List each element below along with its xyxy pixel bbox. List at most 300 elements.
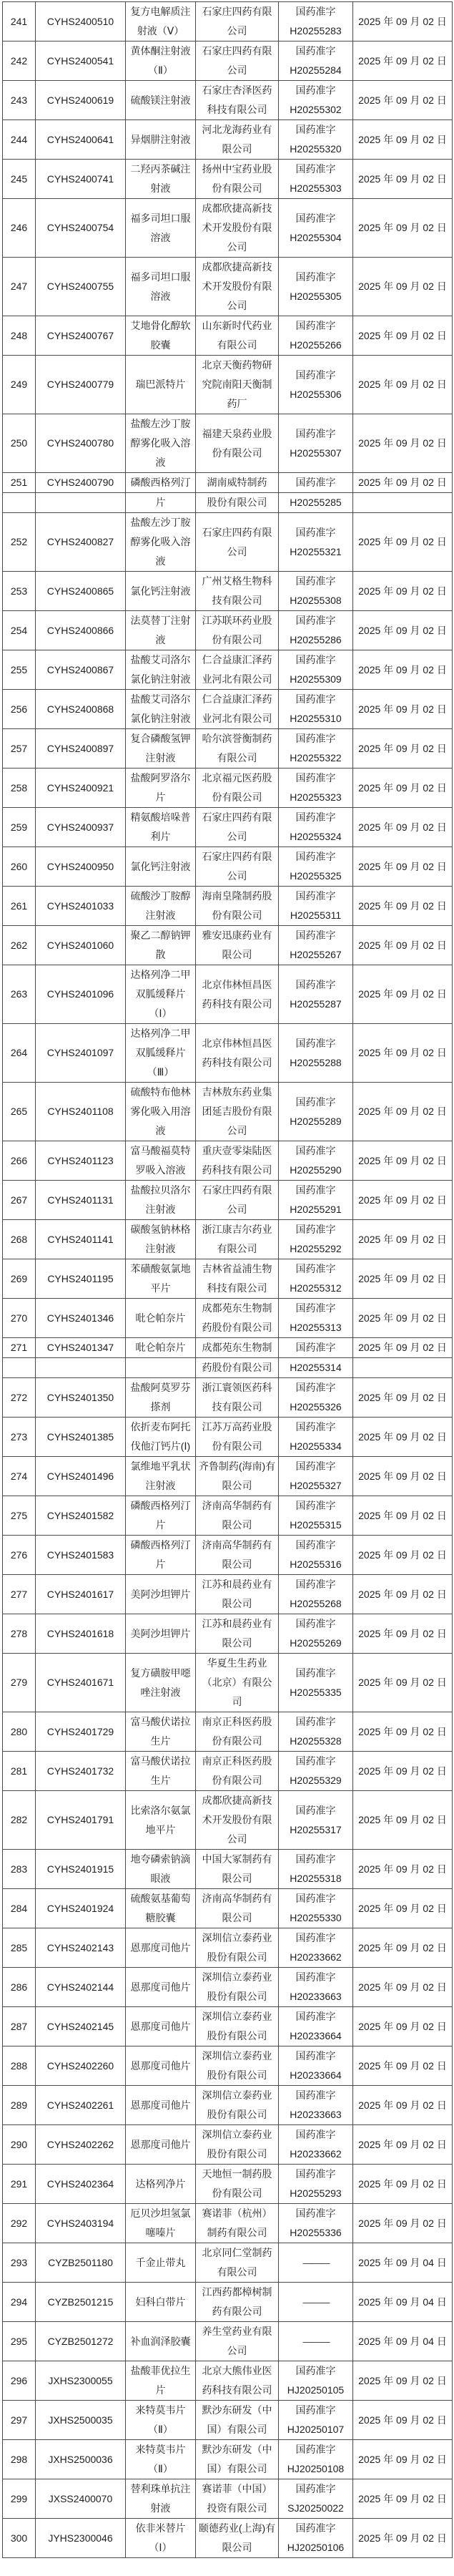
cell-approval-date: 2025 年 09 月 02 日 — [353, 1889, 453, 1928]
cell-acceptance-number: JXHS2500036 — [36, 2440, 126, 2479]
cell-approval-number — [279, 493, 353, 513]
approval-number-line: 国药准字 — [295, 1145, 336, 1156]
cell-approval-number — [279, 2322, 353, 2361]
cell-drug-name: 硫酸特布他林雾化吸入用溶液 — [126, 1083, 196, 1141]
cell-approval-number — [279, 2125, 353, 2165]
cell-approval-date: 2025 年 09 月 04 日 — [353, 2322, 453, 2361]
approval-number-line: H20233663 — [290, 2109, 342, 2120]
cell-company-name: 成都苑东生物制 — [196, 1338, 279, 1358]
table-row — [3, 965, 453, 1024]
approval-number-line: H20255284 — [290, 64, 342, 76]
cell-acceptance-number: CYHS2400921 — [36, 769, 126, 808]
cell-company-name: 深圳信立泰药业股份有限公司 — [196, 1968, 279, 2007]
cell-approval-date: 2025 年 09 月 02 日 — [353, 1614, 453, 1654]
cell-company-name: 重庆壹零柒陆医药科技有限公司 — [196, 1141, 279, 1181]
cell-approval-date: 2025 年 09 月 02 日 — [353, 414, 453, 473]
cell-company-name: 仁合益康汇泽药业河北有限公司 — [196, 650, 279, 690]
table-row — [3, 2165, 453, 2204]
cell-row-number: 244 — [3, 120, 36, 160]
cell-approval-number — [279, 808, 353, 847]
cell-approval-number — [279, 199, 353, 258]
cell-drug-name: 盐酸菲优拉生片 — [126, 2361, 196, 2401]
cell-approval-date: 2025 年 09 月 02 日 — [353, 199, 453, 258]
cell-approval-number — [279, 847, 353, 887]
cell-row-number: 299 — [3, 2479, 36, 2519]
cell-company-name: 齐鲁制药(海南)有限公司 — [196, 1457, 279, 1496]
cell-acceptance-number: CYHS2400868 — [36, 690, 126, 729]
cell-company-name: 石家庄四药有限公司 — [196, 513, 279, 572]
cell-drug-name: 磷酸西格列汀片 — [126, 1496, 196, 1536]
cell-approval-number — [279, 611, 353, 650]
cell-row-number: 270 — [3, 1299, 36, 1338]
cell-company-name: 默沙东研发（中国）有限公司 — [196, 2440, 279, 2479]
cell-approval-number — [279, 1457, 353, 1496]
cell-approval-number — [279, 2519, 353, 2558]
cell-acceptance-number: CYHS2400867 — [36, 650, 126, 690]
table-row — [3, 42, 453, 81]
cell-approval-date — [353, 1358, 453, 1378]
cell-company-name: 哈尔滨誉衡制药有限公司 — [196, 729, 279, 769]
cell-company-name: 成都欣捷高新技术开发股份有限公司 — [196, 1791, 279, 1850]
cell-acceptance-number: CYHS2400779 — [36, 356, 126, 414]
approval-number-line: 国药准字 — [295, 1421, 336, 1433]
cell-drug-name: 盐酸艾司洛尔氯化钠注射液 — [126, 690, 196, 729]
cell-company-name: 江苏联环药业股份有限公司 — [196, 611, 279, 650]
cell-approval-date: 2025 年 09 月 02 日 — [353, 769, 453, 808]
cell-drug-name: 妇科白带片 — [126, 2283, 196, 2322]
cell-approval-date: 2025 年 09 月 02 日 — [353, 887, 453, 926]
table-row — [3, 160, 453, 199]
cell-row-number: 261 — [3, 887, 36, 926]
cell-company-name: 北京伟林恒昌医药科技有限公司 — [196, 965, 279, 1024]
cell-row-number: 272 — [3, 1378, 36, 1418]
cell-approval-date: 2025 年 09 月 02 日 — [353, 572, 453, 611]
cell-company-name: 深圳信立泰药业股份有限公司 — [196, 2046, 279, 2086]
approval-number-line: 国药准字 — [295, 427, 336, 439]
cell-drug-name: 恩那度司他片 — [126, 2086, 196, 2125]
approval-number-line: SJ20250022 — [287, 2502, 344, 2514]
no-approval-dash: ——— — [302, 2335, 329, 2347]
cell-acceptance-number — [36, 493, 126, 513]
approval-number-line: 国药准字 — [295, 2404, 336, 2416]
approval-number-line: HJ20250107 — [287, 2424, 345, 2435]
approval-number-line: H20255317 — [290, 1823, 342, 1835]
cell-approval-date: 2025 年 09 月 02 日 — [353, 42, 453, 81]
cell-company-name: 济南高华制药有限公司 — [196, 1889, 279, 1928]
cell-approval-number — [279, 1299, 353, 1338]
approval-number-line: H20233664 — [290, 2030, 342, 2041]
cell-drug-name: 氯化钙注射液 — [126, 847, 196, 887]
cell-acceptance-number: CYHS2401496 — [36, 1457, 126, 1496]
cell-drug-name: 恩那度司他片 — [126, 2046, 196, 2086]
approval-number-line: H20255329 — [290, 1775, 342, 1786]
table-row — [3, 1791, 453, 1850]
cell-company-name: 赛诺菲（中国）投资有限公司 — [196, 2479, 279, 2519]
cell-drug-name: 复方磺胺甲噁唑注射液 — [126, 1654, 196, 1712]
approval-number-line: 国药准字 — [295, 2522, 336, 2534]
cell-row-number: 257 — [3, 729, 36, 769]
cell-company-name: 江西药都樟树制药有限公司 — [196, 2283, 279, 2322]
cell-row-number: 280 — [3, 1712, 36, 1752]
cell-approval-date: 2025 年 09 月 02 日 — [353, 690, 453, 729]
cell-row-number: 267 — [3, 1181, 36, 1220]
cell-approval-date: 2025 年 09 月 02 日 — [353, 1928, 453, 1968]
approval-number-line: 国药准字 — [295, 212, 336, 224]
cell-approval-number — [279, 1338, 353, 1358]
cell-drug-name: 氯维地平乳状注射液 — [126, 1457, 196, 1496]
cell-approval-number — [279, 1358, 353, 1378]
approval-number-line: H20255307 — [290, 447, 342, 459]
cell-row-number: 284 — [3, 1889, 36, 1928]
approval-number-line: 国药准字 — [295, 1096, 336, 1108]
cell-approval-date: 2025 年 09 月 02 日 — [353, 2479, 453, 2519]
cell-drug-name: 二羟丙茶碱注射液 — [126, 160, 196, 199]
cell-company-name: 石家庄四药有限公司 — [196, 847, 279, 887]
approval-number-line: 国药准字 — [295, 1618, 336, 1629]
cell-drug-name: 地夸磷索钠滴眼液 — [126, 1850, 196, 1889]
cell-approval-date: 2025 年 09 月 02 日 — [353, 1418, 453, 1457]
table-row — [3, 1614, 453, 1654]
cell-row-number: 288 — [3, 2046, 36, 2086]
cell-company-name: 北京同仁堂制药有限公司 — [196, 2243, 279, 2283]
cell-row-number: 264 — [3, 1024, 36, 1083]
cell-row-number: 260 — [3, 847, 36, 887]
table-row — [3, 1181, 453, 1220]
cell-acceptance-number: JXHS2500035 — [36, 2401, 126, 2440]
cell-acceptance-number: CYHS2401123 — [36, 1141, 126, 1181]
cell-acceptance-number: CYHS2400866 — [36, 611, 126, 650]
cell-row-number: 266 — [3, 1141, 36, 1181]
table-row — [3, 2204, 453, 2243]
cell-acceptance-number: CYHS2400780 — [36, 414, 126, 473]
cell-drug-name: 依折麦布阿托伐他汀钙片(Ⅰ) — [126, 1418, 196, 1457]
cell-drug-name: 苯磺酸氨氯地平片 — [126, 1259, 196, 1299]
cell-approval-number — [279, 1496, 353, 1536]
cell-acceptance-number: CYHS2402143 — [36, 1928, 126, 1968]
cell-approval-number — [279, 42, 353, 81]
cell-acceptance-number: CYZB2501272 — [36, 2322, 126, 2361]
cell-company-name: 浙江康吉尔药业有限公司 — [196, 1220, 279, 1259]
cell-acceptance-number: CYHS2402261 — [36, 2086, 126, 2125]
cell-approval-date — [353, 493, 453, 513]
table-row — [3, 258, 453, 316]
table-row — [3, 2283, 453, 2322]
cell-acceptance-number: JYHS2300046 — [36, 2519, 126, 2558]
cell-row-number: 291 — [3, 2165, 36, 2204]
cell-row-number: 295 — [3, 2322, 36, 2361]
cell-drug-name: 替利珠单抗注射液 — [126, 2479, 196, 2519]
table-row — [3, 611, 453, 650]
approval-number-line: 国药准字 — [295, 575, 336, 587]
approval-number-line: 国药准字 — [295, 84, 336, 96]
table-row — [3, 808, 453, 847]
cell-row-number: 253 — [3, 572, 36, 611]
table-row — [3, 1968, 453, 2007]
cell-acceptance-number: CYHS2401729 — [36, 1712, 126, 1752]
cell-drug-name: 硫酸镁注射液 — [126, 81, 196, 120]
cell-row-number: 251 — [3, 473, 36, 493]
cell-company-name: 雅安迅康药业有限公司 — [196, 926, 279, 965]
approval-number-line: H20255266 — [290, 339, 342, 351]
cell-approval-date: 2025 年 09 月 02 日 — [353, 1299, 453, 1338]
cell-drug-name — [126, 1358, 196, 1378]
cell-acceptance-number: CYHS2401097 — [36, 1024, 126, 1083]
cell-drug-name: 来特莫韦片（Ⅱ） — [126, 2401, 196, 2440]
approval-number-line: H20255308 — [290, 595, 342, 606]
approval-number-line: H20255289 — [290, 1115, 342, 1127]
approval-number-line: H20255315 — [290, 1519, 342, 1531]
approval-number-line: 国药准字 — [295, 1804, 336, 1816]
approval-number-line: 国药准字 — [295, 1755, 336, 1767]
cell-drug-name: 盐酸阿罗洛尔片 — [126, 769, 196, 808]
cell-row-number: 290 — [3, 2125, 36, 2165]
approval-number-line: H20255316 — [290, 1558, 342, 1570]
approval-number-line: 国药准字 — [295, 811, 336, 823]
approval-number-line: H20255328 — [290, 1735, 342, 1747]
cell-drug-name: 吡仑帕奈片 — [126, 1338, 196, 1358]
cell-company-name: 深圳信立泰药业股份有限公司 — [196, 2007, 279, 2046]
cell-row-number — [3, 493, 36, 513]
cell-row-number: 262 — [3, 926, 36, 965]
cell-row-number: 282 — [3, 1791, 36, 1850]
cell-acceptance-number: CYHS2402364 — [36, 2165, 126, 2204]
cell-row-number: 281 — [3, 1752, 36, 1791]
cell-company-name: 成都欣捷高新技术开发股份有限公司 — [196, 199, 279, 258]
cell-drug-name: 补血润泽胶囊 — [126, 2322, 196, 2361]
cell-approval-date: 2025 年 09 月 02 日 — [353, 2519, 453, 2558]
approval-number-line: H20233662 — [290, 2148, 342, 2160]
cell-company-name: 石家庄四药有限公司 — [196, 42, 279, 81]
cell-approval-number — [279, 1654, 353, 1712]
approval-number-line: H20255310 — [290, 713, 342, 724]
cell-approval-date: 2025 年 09 月 02 日 — [353, 1752, 453, 1791]
cell-row-number: 248 — [3, 316, 36, 356]
cell-acceptance-number: CYHS2401108 — [36, 1083, 126, 1141]
approval-number-line: 国药准字 — [295, 978, 336, 990]
cell-approval-date: 2025 年 09 月 02 日 — [353, 1338, 453, 1358]
cell-company-name: 深圳信立泰药业股份有限公司 — [196, 1928, 279, 1968]
cell-company-name: 石家庄四药有限公司 — [196, 808, 279, 847]
table-row — [3, 1141, 453, 1181]
cell-company-name: 福建天泉药业股份有限公司 — [196, 414, 279, 473]
cell-approval-number — [279, 1083, 353, 1141]
cell-row-number: 287 — [3, 2007, 36, 2046]
table-row — [3, 473, 453, 493]
cell-acceptance-number: CYHS2401791 — [36, 1791, 126, 1850]
cell-acceptance-number: CYHS2400754 — [36, 199, 126, 258]
cell-row-number: 256 — [3, 690, 36, 729]
cell-approval-number — [279, 2283, 353, 2322]
cell-row-number: 252 — [3, 513, 36, 572]
cell-drug-name: 恩那度司他片 — [126, 2007, 196, 2046]
cell-approval-date: 2025 年 09 月 02 日 — [353, 1536, 453, 1575]
approval-number-line: H20255325 — [290, 870, 342, 882]
cell-approval-number — [279, 1220, 353, 1259]
cell-approval-number — [279, 1850, 353, 1889]
approval-number-line: 国药准字 — [295, 526, 336, 538]
cell-drug-name: 磷酸西格列汀 — [126, 473, 196, 493]
cell-drug-name: 盐酸艾司洛尔氯化钠注射液 — [126, 650, 196, 690]
cell-row-number: 285 — [3, 1928, 36, 1968]
cell-acceptance-number: CYHS2401347 — [36, 1338, 126, 1358]
cell-row-number: 293 — [3, 2243, 36, 2283]
cell-acceptance-number: CYHS2401732 — [36, 1752, 126, 1791]
cell-drug-name: 美阿沙坦钾片 — [126, 1614, 196, 1654]
approval-number-line: 国药准字 — [295, 772, 336, 784]
cell-row-number: 258 — [3, 769, 36, 808]
table-row — [3, 2401, 453, 2440]
cell-row-number: 250 — [3, 414, 36, 473]
cell-row-number — [3, 1358, 36, 1378]
cell-company-name: 股份有限公司 — [196, 493, 279, 513]
cell-company-name: 石家庄四药有限公司 — [196, 1181, 279, 1220]
table-row — [3, 1496, 453, 1536]
approval-number-line: H20255288 — [290, 1056, 342, 1068]
table-row — [3, 1024, 453, 1083]
cell-approval-date: 2025 年 09 月 02 日 — [353, 1850, 453, 1889]
cell-approval-date: 2025 年 09 月 02 日 — [353, 473, 453, 493]
cell-row-number: 249 — [3, 356, 36, 414]
cell-approval-number — [279, 1181, 353, 1220]
cell-approval-date: 2025 年 09 月 04 日 — [353, 2243, 453, 2283]
cell-acceptance-number: CYHS2402145 — [36, 2007, 126, 2046]
cell-row-number: 273 — [3, 1418, 36, 1457]
cell-company-name: 仁合益康汇泽药业河北有限公司 — [196, 690, 279, 729]
cell-drug-name: 富马酸伏诺拉生片 — [126, 1752, 196, 1791]
table-row — [3, 1850, 453, 1889]
cell-approval-number — [279, 81, 353, 120]
cell-acceptance-number: CYHS2401131 — [36, 1181, 126, 1220]
cell-acceptance-number: CYHS2401096 — [36, 965, 126, 1024]
cell-row-number: 286 — [3, 1968, 36, 2007]
table-row — [3, 2519, 453, 2558]
no-approval-dash: ——— — [302, 2256, 329, 2268]
approval-number-line: 国药准字 — [295, 2050, 336, 2062]
cell-approval-number — [279, 2479, 353, 2519]
table-row — [3, 887, 453, 926]
approval-number-line: H20255309 — [290, 673, 342, 685]
cell-company-name: 成都苑东生物制药股份有限公司 — [196, 1299, 279, 1338]
approval-number-line: 国药准字 — [295, 1932, 336, 1943]
cell-company-name: 成都欣捷高新技术开发股份有限公司 — [196, 258, 279, 316]
cell-acceptance-number: CYHS2400741 — [36, 160, 126, 199]
cell-approval-number — [279, 2204, 353, 2243]
approval-number-line: 国药准字 — [295, 1853, 336, 1865]
cell-approval-number — [279, 572, 353, 611]
table-row — [3, 926, 453, 965]
table-row — [3, 729, 453, 769]
cell-drug-name: 精氨酸培哚普利片 — [126, 808, 196, 847]
approval-number-line: H20255286 — [290, 634, 342, 645]
cell-approval-date: 2025 年 09 月 02 日 — [353, 926, 453, 965]
cell-drug-name: 法莫替丁注射液 — [126, 611, 196, 650]
approval-number-line: 国药准字 — [295, 1500, 336, 1511]
table-row — [3, 1536, 453, 1575]
cell-approval-date: 2025 年 09 月 02 日 — [353, 1181, 453, 1220]
cell-approval-date: 2025 年 09 月 02 日 — [353, 81, 453, 120]
cell-row-number: 247 — [3, 258, 36, 316]
cell-approval-number — [279, 1259, 353, 1299]
cell-acceptance-number: CYHS2401915 — [36, 1850, 126, 1889]
cell-approval-number — [279, 1575, 353, 1614]
approval-number-line: 国药准字 — [295, 45, 336, 57]
approval-number-line: H20255304 — [290, 231, 342, 243]
cell-acceptance-number: CYHS2401141 — [36, 1220, 126, 1259]
cell-drug-name: 达格列净二甲双胍缓释片（Ⅲ） — [126, 1024, 196, 1083]
cell-acceptance-number: JXHS2300055 — [36, 2361, 126, 2401]
approval-number-line: HJ20250108 — [287, 2463, 345, 2474]
cell-approval-date: 2025 年 09 月 02 日 — [353, 847, 453, 887]
cell-approval-date: 2025 年 09 月 02 日 — [353, 1968, 453, 2007]
approval-number-line: H20255318 — [290, 1873, 342, 1884]
cell-row-number: 243 — [3, 81, 36, 120]
cell-row-number: 277 — [3, 1575, 36, 1614]
cell-drug-name: 厄贝沙坦氢氯噻嗪片 — [126, 2204, 196, 2243]
cell-company-name: 药股份有限公司 — [196, 1358, 279, 1378]
cell-company-name: 南京正科医药股份有限公司 — [196, 1752, 279, 1791]
cell-approval-date: 2025 年 09 月 02 日 — [353, 1024, 453, 1083]
cell-approval-date: 2025 年 09 月 02 日 — [353, 1259, 453, 1299]
cell-approval-date: 2025 年 09 月 02 日 — [353, 2401, 453, 2440]
approval-number-line: H20255285 — [290, 497, 342, 508]
table-row — [3, 1220, 453, 1259]
cell-drug-name: 恩那度司他片 — [126, 1928, 196, 1968]
cell-acceptance-number: CYHS2400641 — [36, 120, 126, 160]
cell-acceptance-number: CYHS2401350 — [36, 1378, 126, 1418]
cell-company-name: 济南高华制药有限公司 — [196, 1496, 279, 1536]
approval-number-line: 国药准字 — [295, 1382, 336, 1393]
cell-company-name: 深圳信立泰药业股份有限公司 — [196, 2086, 279, 2125]
approval-number-line: H20255283 — [290, 25, 342, 36]
cell-company-name: 默沙东研发（中国）有限公司 — [196, 2401, 279, 2440]
approval-number-line: 国药准字 — [295, 1667, 336, 1679]
cell-acceptance-number: CYHS2401924 — [36, 1889, 126, 1928]
cell-approval-date: 2025 年 09 月 02 日 — [353, 808, 453, 847]
cell-acceptance-number: CYHS2403194 — [36, 2204, 126, 2243]
cell-acceptance-number: CYHS2401617 — [36, 1575, 126, 1614]
approval-number-line: H20255323 — [290, 791, 342, 803]
cell-acceptance-number: CYHS2401582 — [36, 1496, 126, 1536]
table-row — [3, 2243, 453, 2283]
cell-acceptance-number: CYHS2400937 — [36, 808, 126, 847]
cell-approval-number — [279, 2361, 353, 2401]
cell-approval-number — [279, 769, 353, 808]
cell-drug-name: 盐酸左沙丁胺醇雾化吸入溶液 — [126, 414, 196, 473]
table-row — [3, 2322, 453, 2361]
cell-approval-number — [279, 1712, 353, 1752]
cell-company-name: 北京伟林恒昌医药科技有限公司 — [196, 1024, 279, 1083]
approval-number-line: 国药准字 — [295, 615, 336, 626]
approval-number-line: 国药准字 — [295, 1302, 336, 1314]
cell-company-name: 北京天衡药物研究院南阳天衡制药厂 — [196, 356, 279, 414]
cell-drug-name: 吡仑帕奈片 — [126, 1299, 196, 1338]
cell-company-name: 海南皇隆制药股份有限公司 — [196, 887, 279, 926]
cell-company-name: 北京大熊伟业医药科技有限公司 — [196, 2361, 279, 2401]
approval-number-line: HJ20250105 — [287, 2384, 345, 2396]
cell-row-number: 255 — [3, 650, 36, 690]
cell-row-number: 275 — [3, 1496, 36, 1536]
cell-drug-name: 美阿沙坦钾片 — [126, 1575, 196, 1614]
approval-number-line: 国药准字 — [295, 1224, 336, 1235]
table-row — [3, 2046, 453, 2086]
table-row — [3, 690, 453, 729]
cell-drug-name: 艾地骨化醇软胶囊 — [126, 316, 196, 356]
cell-acceptance-number: CYHS2400510 — [36, 2, 126, 42]
cell-approval-number — [279, 1614, 353, 1654]
table-row — [3, 1418, 453, 1457]
table-row — [3, 81, 453, 120]
approval-number-line: 国药准字 — [295, 477, 336, 488]
